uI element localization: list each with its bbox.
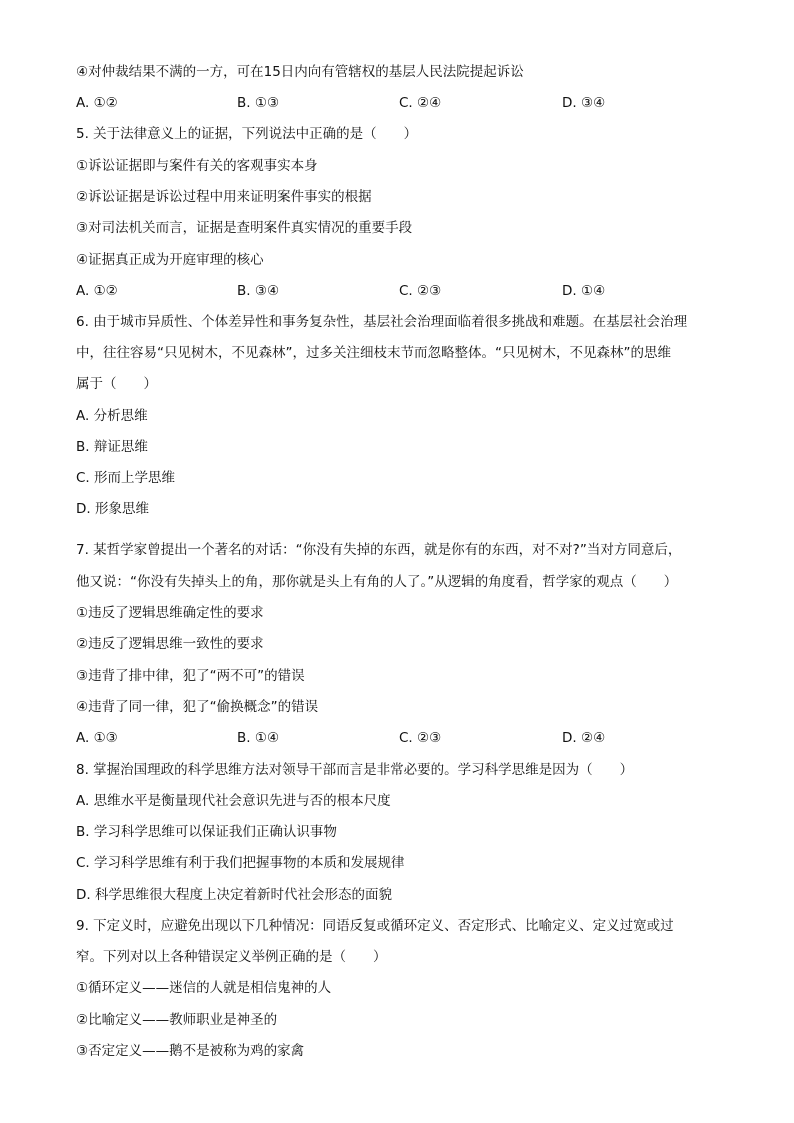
q8-option-d: D. 科学思维很大程度上决定着新时代社会形态的面貌	[76, 887, 392, 903]
q5-statement-1: ①诉讼证据即与案件有关的客观事实本身	[76, 158, 318, 174]
q7-option-a: A. ①③	[76, 730, 118, 746]
q7-statement-2: ②违反了逻辑思维一致性的要求	[76, 636, 264, 652]
q5-option-c: C. ②③	[399, 283, 442, 299]
q9-statement-1: ①循环定义——迷信的人就是相信鬼神的人	[76, 980, 332, 996]
q9-stem-line-1: 9. 下定义时，应避免出现以下几种情况：同语反复或循环定义、否定形式、比喻定义、定义过宽或过	[76, 918, 674, 934]
q5-option-d: D. ①④	[562, 283, 606, 299]
q7-statement-4: ④违背了同一律，犯了“偷换概念”的错误	[76, 699, 319, 715]
q6-option-a: A. 分析思维	[76, 408, 148, 424]
q6-option-b: B. 辩证思维	[76, 439, 148, 455]
q6-option-c: C. 形而上学思维	[76, 470, 176, 486]
q6-stem-line-2: 中，往往容易“只见树木，不见森林”，过多关注细枝末节而忽略整体。“只见树木，不见森林”的思维	[76, 345, 671, 361]
q6-stem-line-1: 6. 由于城市异质性、个体差异性和事务复杂性，基层社会治理面临着很多挑战和难题。在基层社会治理	[76, 314, 688, 330]
q9-statement-2: ②比喻定义——教师职业是神圣的	[76, 1012, 278, 1028]
q5-statement-4: ④证据真正成为开庭审理的核心	[76, 252, 264, 268]
q7-options	[76, 728, 726, 748]
q5-statement-3: ③对司法机关而言，证据是查明案件真实情况的重要手段	[76, 220, 413, 236]
q7-option-d: D. ②④	[562, 730, 606, 746]
q4-statement-4: ④对仲裁结果不满的一方，可在15日内向有管辖权的基层人民法院提起诉讼	[76, 64, 524, 80]
q7-stem-line-1: 7. 某哲学家曾提出一个著名的对话：“你没有失掉的东西，就是你有的东西，对不对?”当对方同意后，	[76, 542, 682, 558]
q9-stem-line-2: 窄。下列对以上各种错误定义举例正确的是（ ）	[76, 949, 387, 965]
q7-option-c: C. ②③	[399, 730, 442, 746]
q5-options	[76, 281, 726, 301]
q6-stem-line-3: 属于（ ）	[76, 376, 157, 392]
q8-stem: 8. 掌握治国理政的科学思维方法对领导干部而言是非常必要的。学习科学思维是因为（ ）	[76, 762, 634, 778]
q4-option-d: D. ③④	[562, 95, 606, 111]
q7-statement-3: ③违背了排中律，犯了“两不可”的错误	[76, 668, 305, 684]
q7-option-b: B. ①④	[237, 730, 280, 746]
q9-statement-3: ③否定定义——鹅不是被称为鸡的家禽	[76, 1043, 305, 1059]
q6-option-d: D. 形象思维	[76, 501, 149, 517]
q4-option-a: A. ①②	[76, 95, 118, 111]
q5-option-b: B. ③④	[237, 283, 280, 299]
q7-statement-1: ①违反了逻辑思维确定性的要求	[76, 605, 264, 621]
q5-option-a: A. ①②	[76, 283, 118, 299]
q8-option-b: B. 学习科学思维可以保证我们正确认识事物	[76, 824, 337, 840]
q8-option-c: C. 学习科学思维有利于我们把握事物的本质和发展规律	[76, 855, 405, 871]
q4-option-c: C. ②④	[399, 95, 442, 111]
q4-option-b: B. ①③	[237, 95, 280, 111]
q5-statement-2: ②诉讼证据是诉讼过程中用来证明案件事实的根据	[76, 189, 372, 205]
q8-option-a: A. 思维水平是衡量现代社会意识先进与否的根本尺度	[76, 793, 391, 809]
q4-options	[76, 93, 726, 113]
q7-stem-line-2: 他又说：“你没有失掉头上的角，那你就是头上有角的人了。”从逻辑的角度看，哲学家的观点（ ）	[76, 574, 678, 590]
q5-stem: 5. 关于法律意义上的证据，下列说法中正确的是（ ）	[76, 126, 418, 142]
